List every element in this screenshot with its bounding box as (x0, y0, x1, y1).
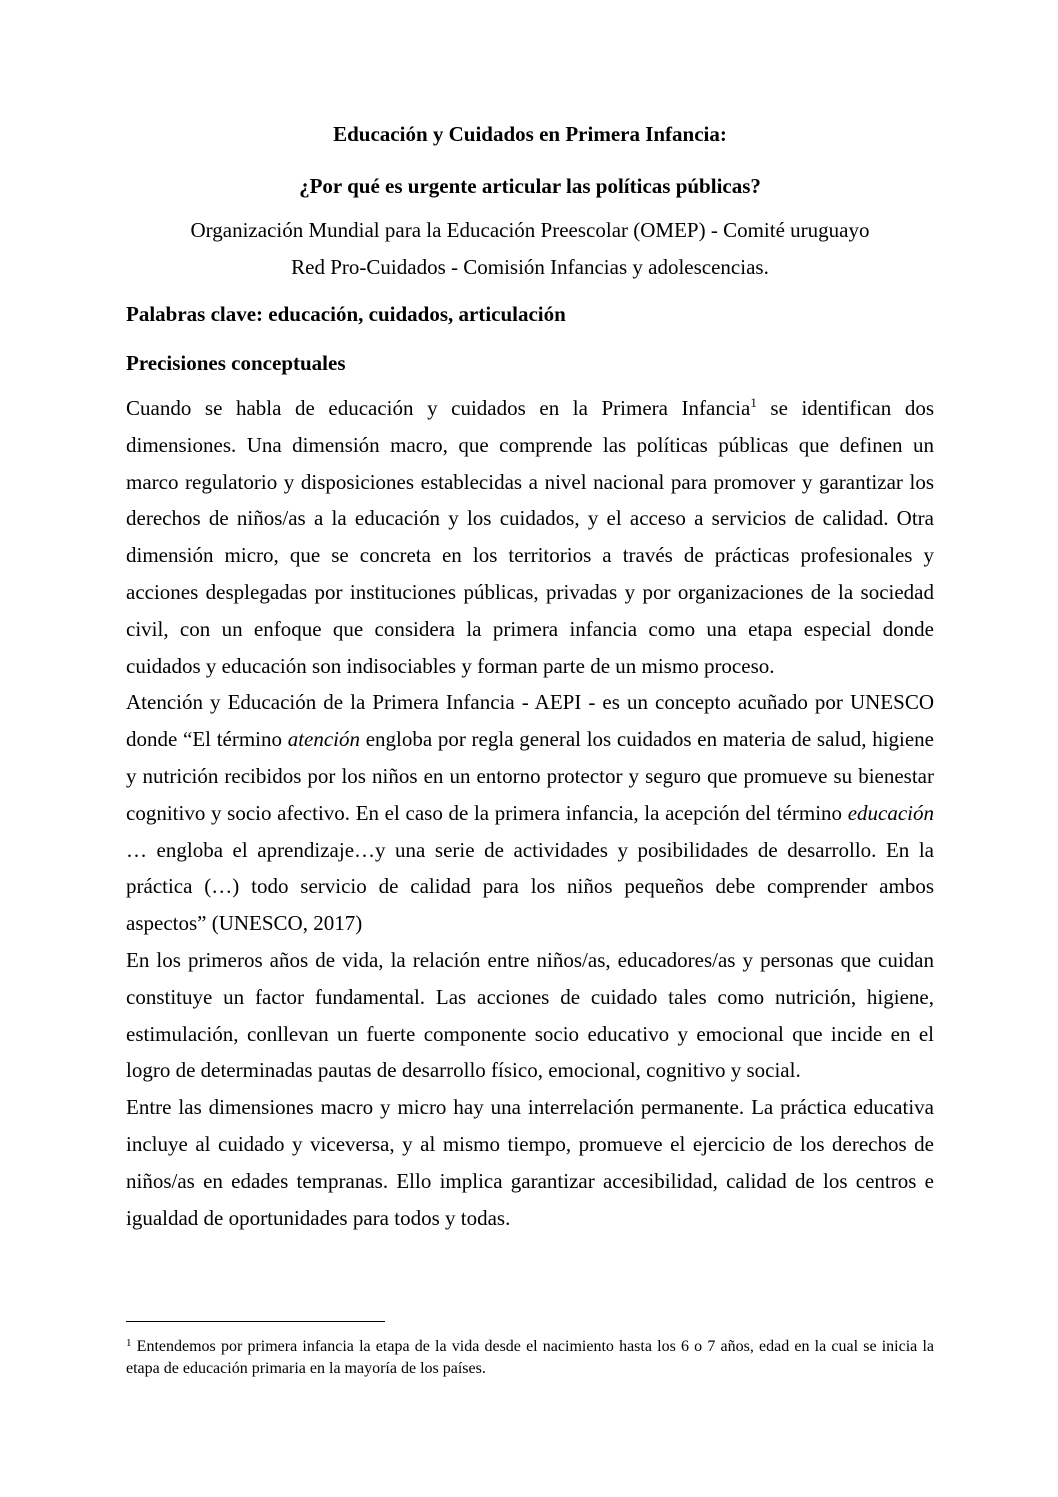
paragraph-2-emphasis-atencion: atención (287, 727, 361, 752)
document-subtitle: ¿Por qué es urgente articular las políticas públicas? (299, 174, 761, 198)
section-heading: Precisiones conceptuales (126, 351, 346, 375)
paragraph-2-text-c: … engloba el aprendizaje…y una serie de actividades y posibilidades de desarrollo. En la práctica (…) todo servicio de calidad para los niños pequeños debe comprender ambos aspectos” (UNESCO, 2017) (126, 837, 934, 936)
paragraph-2-emphasis-educacion: educación (847, 800, 934, 825)
document-title: Educación y Cuidados en Primera Infancia: (333, 122, 727, 146)
paragraph-2-text-a: Atención y Educación de la Primera Infancia - AEPI - es un concepto acuñado por UNESCO donde “El término (126, 690, 934, 752)
footnote-text: Entendemos por primera infancia la etapa de la vida desde el nacimiento hasta los 6 o 7 años, edad en la cual se inicia la etapa de educación primaria en la mayoría de los países. (126, 1338, 934, 1377)
paragraph-1-text-b: se identifican dos dimensiones. Una dimensión macro, que comprende las políticas públicas que definen un marco regulatorio y disposiciones establecidas a nivel nacional para promover y garantizar los derechos de niños/as a la educación y los cuidados, y el acceso a servicios de calidad. Otra dimensión micro, que se concreta en los territorios a través de prácticas profesionales y acciones desplegadas por instituciones públicas, privadas y por organizaciones de la sociedad civil, con un enfoque que considera la primera infancia como una etapa especial donde cuidados y educación son indisociables y forman parte de un mismo proceso. (126, 396, 934, 678)
document-page (126, 0, 934, 1497)
paragraph-1 (126, 390, 934, 684)
keywords: Palabras clave: educación, cuidados, articulación (126, 302, 566, 326)
footnote-marker: 1 (126, 1337, 132, 1349)
organization-line-1: Organización Mundial para la Educación Preescolar (OMEP) - Comité uruguayo (190, 218, 870, 242)
paragraph-4: Entre las dimensiones macro y micro hay una interrelación permanente. La práctica educativa incluye al cuidado y viceversa, y al mismo tiempo, promueve el ejercicio de los derechos de niños/as en edades tempranas. Ello implica garantizar accesibilidad, calidad de los centros e igualdad de oportunidades para todos y todas. (126, 1095, 934, 1230)
paragraph-2-text-b: engloba por regla general los cuidados en materia de salud, higiene y nutrición recibidos por los niños en un entorno protector y seguro que promueve su bienestar cognitivo y socio afectivo. En el caso de la primera infancia, la acepción del término (126, 727, 934, 825)
paragraph-3: En los primeros años de vida, la relación entre niños/as, educadores/as y personas que cuidan constituye un factor fundamental. Las acciones de cuidado tales como nutrición, higiene, estimulación, conllevan un fuerte componente socio educativo y emocional que incide en el logro de determinadas pautas de desarrollo físico, emocional, cognitivo y social. (126, 947, 934, 1083)
paragraph-2 (126, 684, 934, 942)
footnote-reference: 1 (750, 395, 757, 410)
organization-line-2: Red Pro-Cuidados - Comisión Infancias y adolescencias. (291, 255, 769, 279)
paragraph-1-text-a: Cuando se habla de educación y cuidados en la Primera Infancia (126, 396, 751, 420)
body-text (126, 390, 934, 1236)
footnote-divider (126, 1321, 385, 1322)
footnote (126, 1336, 934, 1380)
